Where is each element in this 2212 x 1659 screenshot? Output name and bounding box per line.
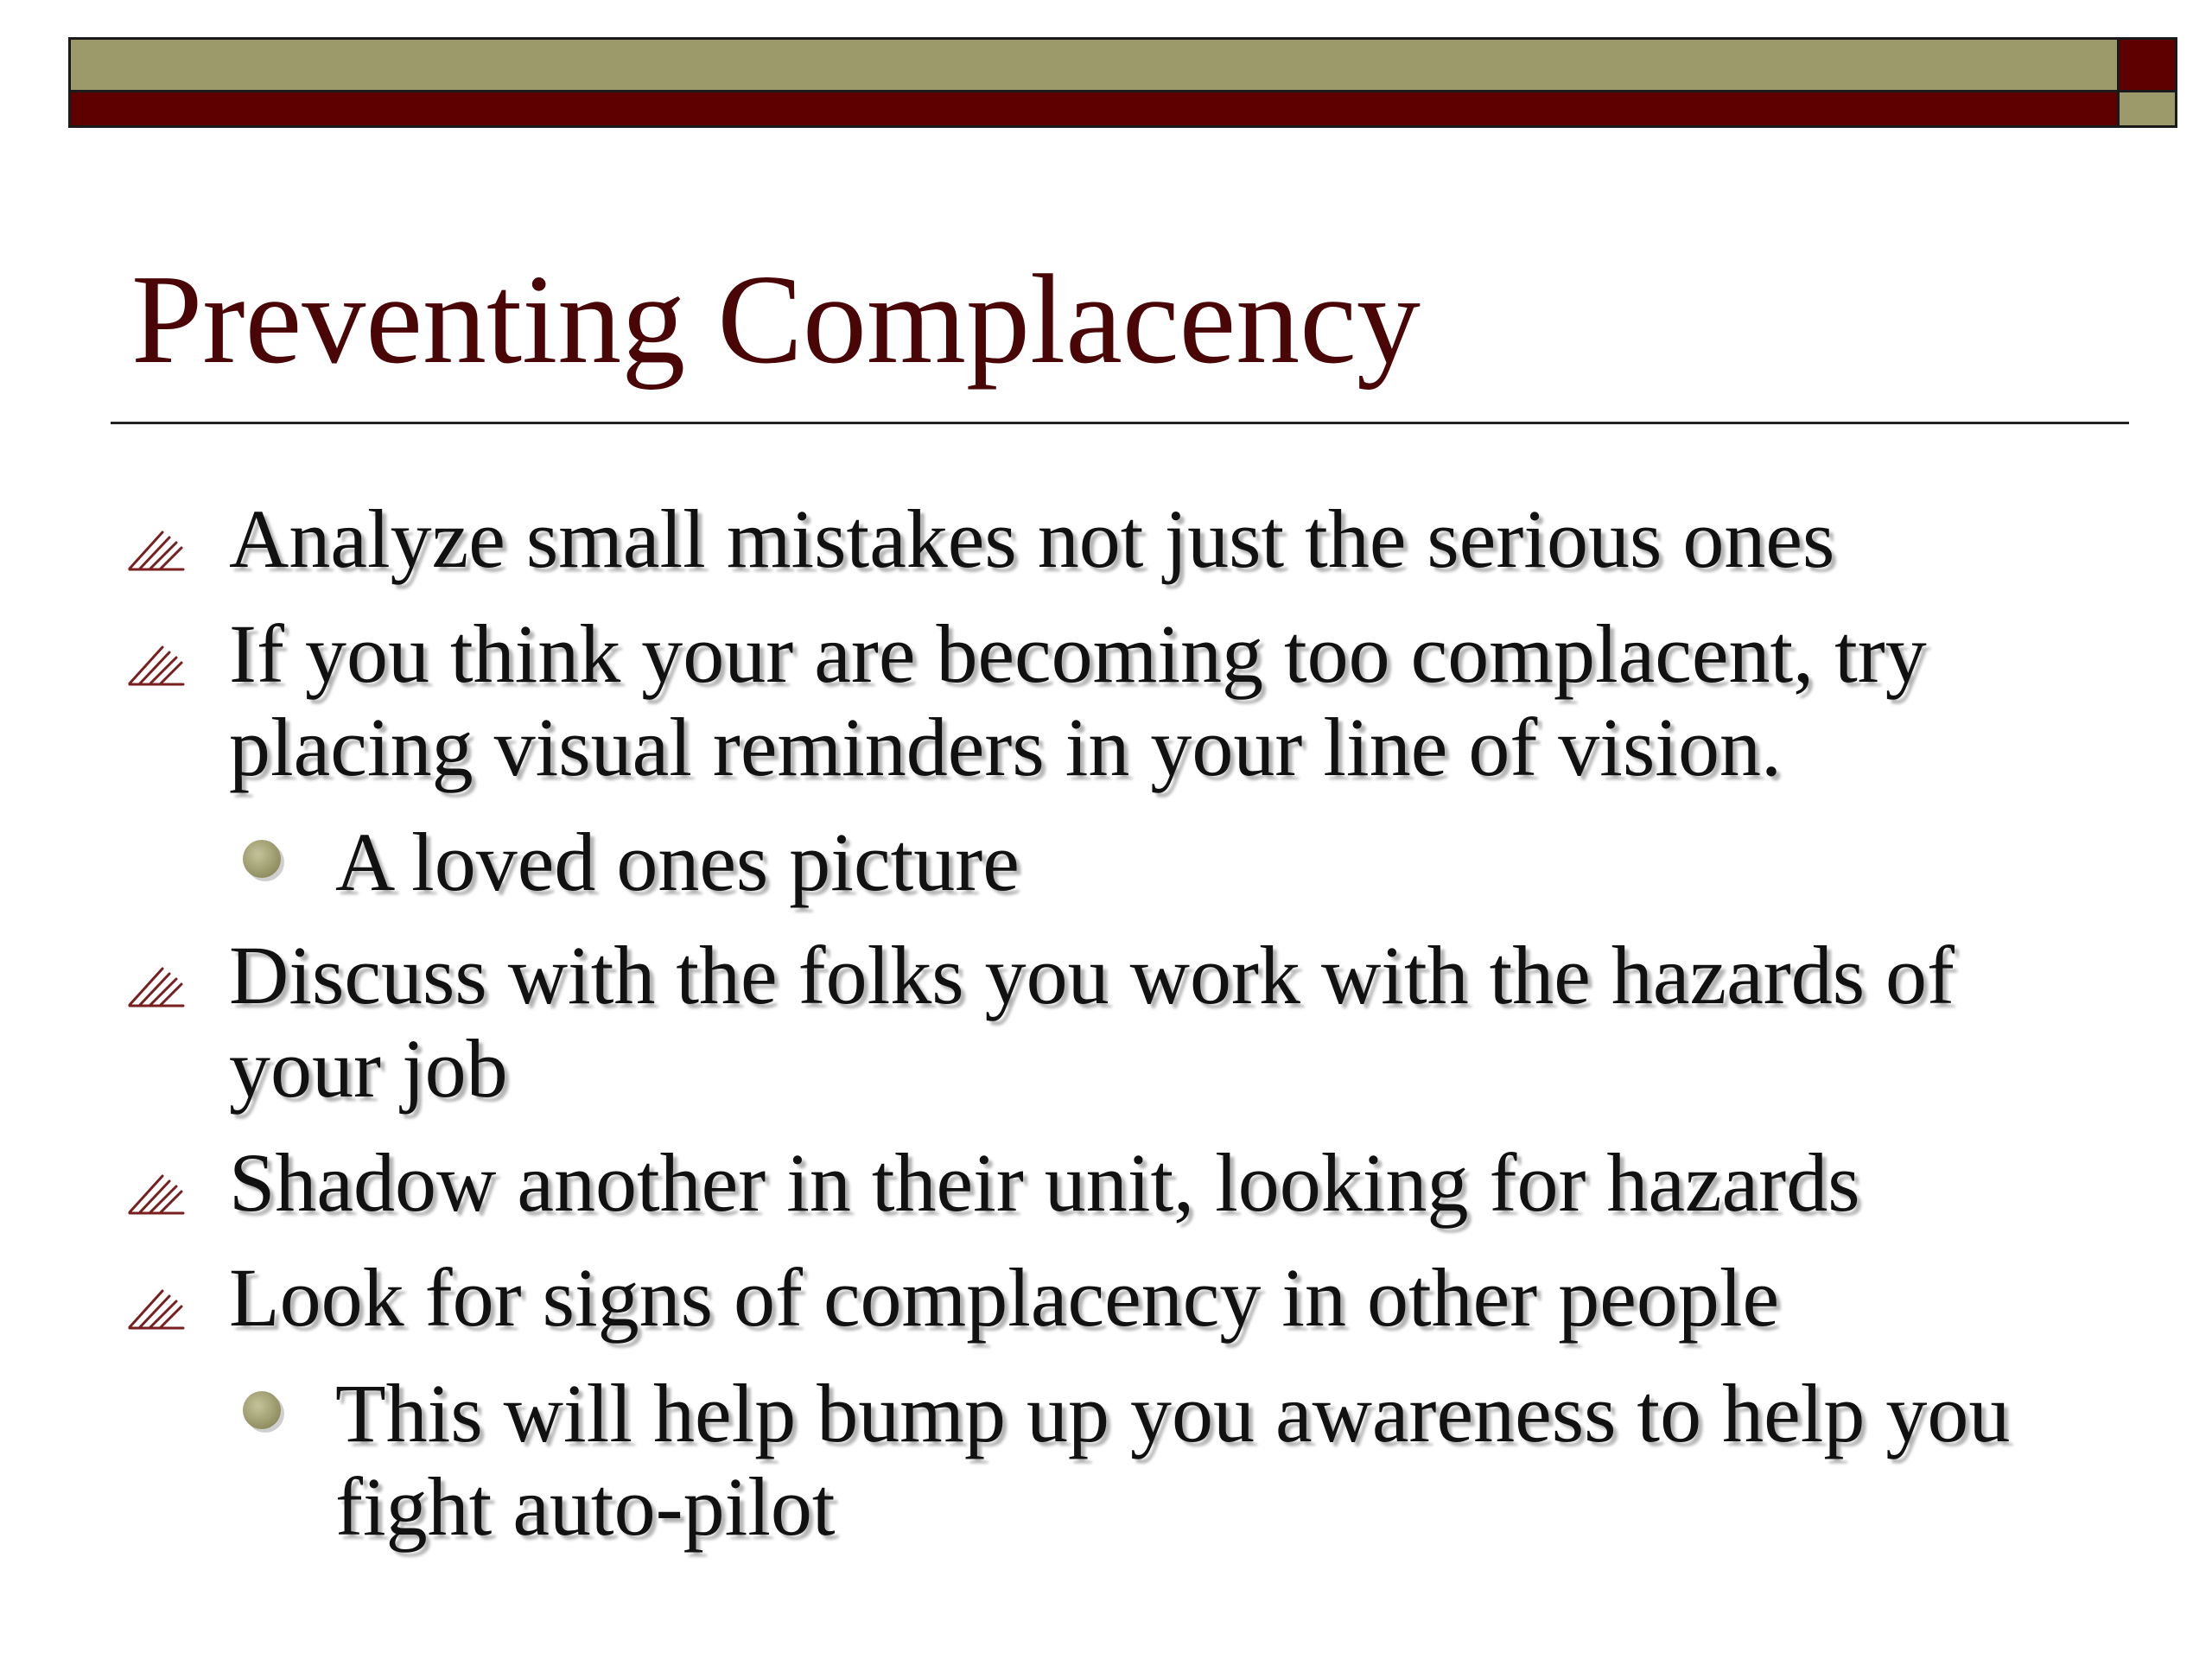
bullet-line: fight auto-pilot	[335, 1460, 836, 1553]
hatched-triangle-icon	[128, 520, 185, 572]
header-corner-olive	[2117, 90, 2177, 128]
bullet-line: Shadow another in their unit, looking for hazards	[229, 1136, 1860, 1229]
hatched-triangle-icon	[128, 1164, 185, 1216]
bullet-line: placing visual reminders in your line of vision.	[229, 701, 1782, 793]
bullet-item	[229, 493, 2087, 586]
header-bar-maroon	[68, 90, 2120, 128]
bullet-line: Discuss with the folks you work with the hazards of	[229, 929, 1955, 1021]
bullet-line: A loved ones picture	[335, 816, 1020, 908]
title-divider	[111, 422, 2129, 424]
bullet-item	[229, 607, 2087, 794]
round-bullet-icon	[241, 838, 286, 883]
header-corner-maroon	[2117, 37, 2177, 92]
bullet-item	[335, 816, 2115, 909]
hatched-triangle-icon	[128, 957, 185, 1008]
bullet-item	[229, 929, 2087, 1116]
hatched-triangle-icon	[128, 635, 185, 687]
bullet-line: This will help bump up you awareness to help you	[335, 1367, 2011, 1459]
hatched-triangle-icon	[128, 1279, 185, 1331]
bullet-line: Analyze small mistakes not just the serious ones	[229, 493, 1835, 585]
bullet-line: If you think your are becoming too complacent, try	[229, 607, 1927, 700]
header-bar-olive	[68, 37, 2120, 92]
bullet-line: your job	[229, 1022, 508, 1115]
round-bullet-icon	[241, 1389, 286, 1434]
bullet-item	[229, 1251, 2087, 1344]
slide-title: Preventing Complacency	[131, 249, 1421, 391]
bullet-item	[335, 1367, 2115, 1554]
bullet-item	[229, 1136, 2087, 1230]
bullet-line: Look for signs of complacency in other people	[229, 1251, 1780, 1344]
